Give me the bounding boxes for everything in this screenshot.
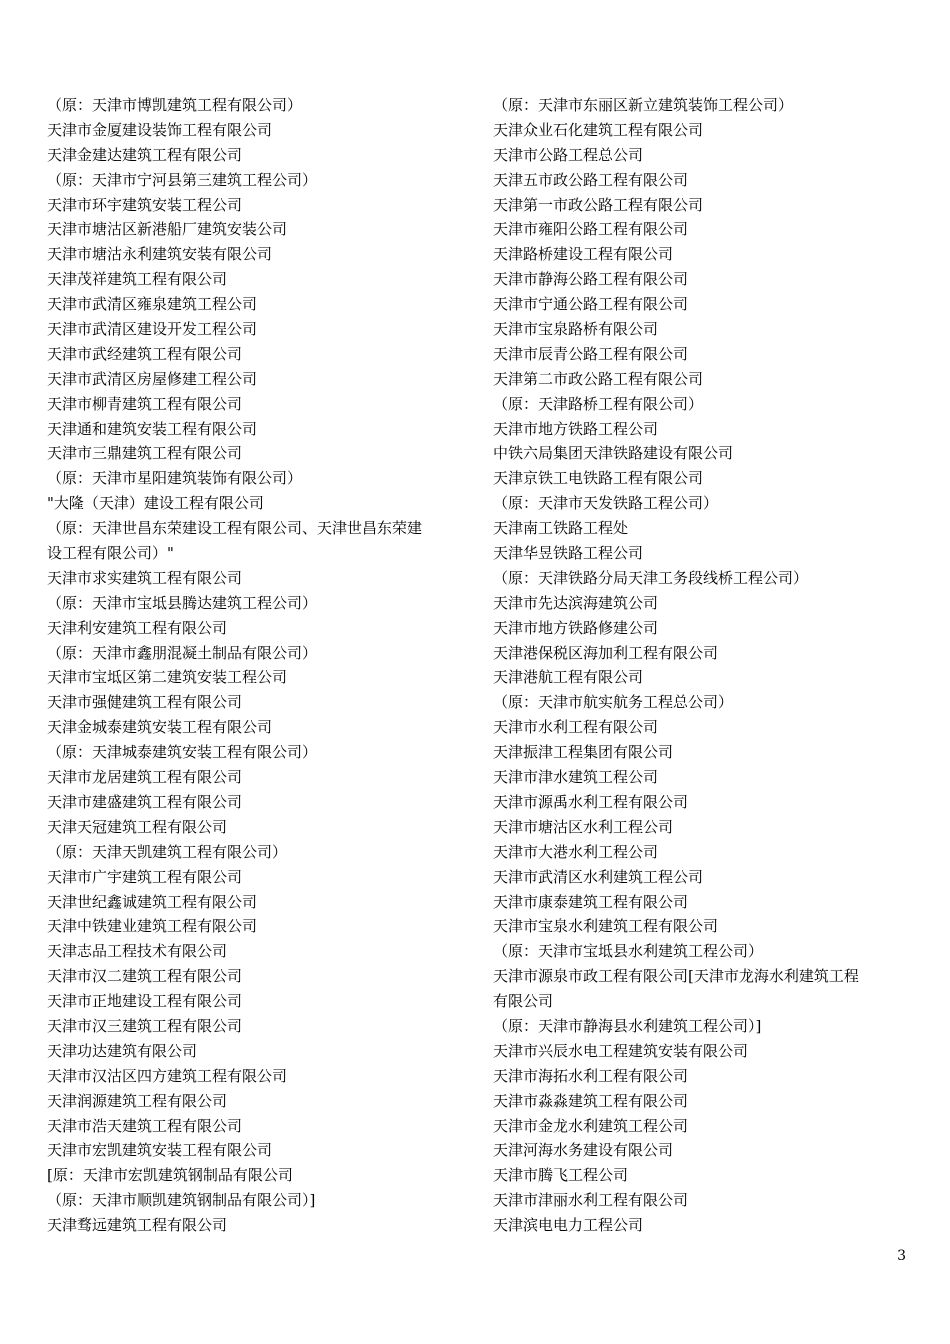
company-list-item: 天津市武清区房屋修建工程公司 <box>47 369 258 388</box>
company-list-item: （原：天津铁路分局天津工务段线桥工程公司） <box>493 568 809 587</box>
company-list-item: 天津五市政公路工程有限公司 <box>493 170 689 189</box>
company-list-item: 天津滨电电力工程公司 <box>493 1216 644 1235</box>
company-list-item: 天津市龙居建筑工程有限公司 <box>47 768 243 787</box>
company-list-item: 天津市环宇建筑安装工程公司 <box>47 195 243 214</box>
company-list-item: 天津港航工程有限公司 <box>493 668 644 687</box>
company-list-item: 天津金建达建筑工程有限公司 <box>47 145 243 164</box>
company-list-item: （原：天津市航实航务工程总公司） <box>493 693 734 712</box>
company-list-item: 天津世纪鑫诚建筑工程有限公司 <box>47 892 258 911</box>
company-list-item: 天津功达建筑有限公司 <box>47 1041 198 1060</box>
company-list-item: 天津市辰青公路工程有限公司 <box>493 344 689 363</box>
company-list-item: 天津市武清区雍泉建筑工程公司 <box>47 295 258 314</box>
company-list-item: 天津市武清区水利建筑工程公司 <box>493 867 704 886</box>
right-column-list <box>493 93 911 1238</box>
company-list-item: 天津市宏凯建筑安装工程有限公司 <box>47 1141 273 1160</box>
company-list-item: 有限公司 <box>493 992 554 1011</box>
company-list-item: 设工程有限公司）" <box>47 544 174 563</box>
company-list-item: （原：天津市东丽区新立建筑装饰工程公司） <box>493 96 794 114</box>
company-list-item: （原：天津市鑫朋混凝土制品有限公司） <box>47 643 318 662</box>
company-list-item: （原：天津市星阳建筑装饰有限公司） <box>47 469 303 488</box>
company-list-item: 天津市兴辰水电工程建筑安装有限公司 <box>493 1041 749 1060</box>
company-list-item: 天津市强健建筑工程有限公司 <box>47 693 243 712</box>
company-list-item: 天津市浩天建筑工程有限公司 <box>47 1116 243 1135</box>
company-list-item: 天津市塘沽永利建筑安装有限公司 <box>47 245 273 264</box>
company-list-item: （原：天津市顺凯建筑钢制品有限公司）] <box>47 1191 316 1210</box>
company-list-item: 天津市海拓水利工程有限公司 <box>493 1066 689 1085</box>
company-list-item: [原：天津市宏凯建筑钢制品有限公司 <box>47 1166 293 1185</box>
company-list-item: 天津市源泉市政工程有限公司[天津市龙海水利建筑工程 <box>493 967 859 986</box>
company-list-item: 天津市金龙水利建筑工程公司 <box>493 1116 689 1135</box>
company-list-item: 天津市求实建筑工程有限公司 <box>47 568 243 587</box>
company-list-item: 天津第二市政公路工程有限公司 <box>493 369 704 388</box>
company-list-item: （原：天津市静海县水利建筑工程公司）] <box>493 1016 762 1035</box>
company-list-item: 天津天冠建筑工程有限公司 <box>47 817 228 836</box>
company-list-item: 天津众业石化建筑工程有限公司 <box>493 120 704 139</box>
company-list-item: 天津市静海公路工程有限公司 <box>493 270 689 289</box>
company-list-item: 天津市源禹水利工程有限公司 <box>493 792 689 811</box>
company-list-item: 天津市水利工程有限公司 <box>493 718 659 737</box>
company-list-item: 天津茂祥建筑工程有限公司 <box>47 270 228 289</box>
company-list-item: 天津润源建筑工程有限公司 <box>47 1091 228 1110</box>
company-list-item: 天津市广宇建筑工程有限公司 <box>47 867 243 886</box>
company-list-item: 天津港保税区海加利工程有限公司 <box>493 643 719 662</box>
company-list-item: 天津市塘沽区新港船厂建筑安装公司 <box>47 220 288 239</box>
company-list-item: 天津利安建筑工程有限公司 <box>47 618 228 637</box>
company-list-item: （原：天津世昌东荣建设工程有限公司、天津世昌东荣建 <box>47 519 423 538</box>
company-list-item: （原：天津城泰建筑安装工程有限公司） <box>47 743 318 762</box>
company-list-item: 天津市宝坻区第二建筑安装工程公司 <box>47 668 288 687</box>
company-list-item: 天津市正地建设工程有限公司 <box>47 992 243 1011</box>
company-list-item: （原：天津市宁河县第三建筑工程公司） <box>47 170 318 189</box>
company-list-item: （原：天津天凯建筑工程有限公司） <box>47 842 288 861</box>
company-list-item: 天津市地方铁路修建公司 <box>493 618 659 637</box>
company-list-item: 天津市金厦建设装饰工程有限公司 <box>47 120 273 139</box>
left-column-list <box>47 93 465 1238</box>
company-list-item: 天津市汉三建筑工程有限公司 <box>47 1016 243 1035</box>
company-list-item: 天津市地方铁路工程公司 <box>493 419 659 438</box>
company-list-item: 天津南工铁路工程处 <box>493 519 629 538</box>
company-list-item: 天津市汉沽区四方建筑工程有限公司 <box>47 1066 288 1085</box>
company-list-item: 中铁六局集团天津铁路建设有限公司 <box>493 444 734 463</box>
company-list-item: 天津市宁通公路工程有限公司 <box>493 295 689 314</box>
company-list-item: 天津市雍阳公路工程有限公司 <box>493 220 689 239</box>
company-list-item: （原：天津路桥工程有限公司） <box>493 394 704 413</box>
company-list-item: 天津华昱铁路工程公司 <box>493 544 644 563</box>
company-list-item: 天津志品工程技术有限公司 <box>47 942 228 961</box>
page-number: 3 <box>897 1248 906 1264</box>
company-list-item: 天津京铁工电铁路工程有限公司 <box>493 469 704 488</box>
company-list-item: 天津骛远建筑工程有限公司 <box>47 1216 228 1235</box>
company-list-item: （原：天津市天发铁路工程公司） <box>493 494 719 513</box>
company-list-item: （原：天津市宝坻县水利建筑工程公司） <box>493 942 764 961</box>
company-list-item: 天津市宝泉水利建筑工程有限公司 <box>493 917 719 936</box>
company-list-item: 天津市先达滨海建筑公司 <box>493 593 659 612</box>
company-list-item: "大隆（天津）建设工程有限公司 <box>47 494 264 513</box>
company-list-item: 天津市武经建筑工程有限公司 <box>47 344 243 363</box>
company-list-item: 天津市公路工程总公司 <box>493 145 644 164</box>
company-list-item: （原：天津市宝坻县腾达建筑工程公司） <box>47 593 318 612</box>
company-list-item: 天津市腾飞工程公司 <box>493 1166 629 1185</box>
company-list-item: 天津河海水务建设有限公司 <box>493 1141 674 1160</box>
company-list-item: 天津市塘沽区水利工程公司 <box>493 817 674 836</box>
company-list-item: 天津路桥建设工程有限公司 <box>493 245 674 264</box>
company-list-item: 天津市大港水利工程公司 <box>493 842 659 861</box>
company-list-item: 天津市康泰建筑工程有限公司 <box>493 892 689 911</box>
company-list-item: 天津振津工程集团有限公司 <box>493 743 674 762</box>
company-list-item: 天津通和建筑安装工程有限公司 <box>47 419 258 438</box>
company-list-item: 天津中铁建业建筑工程有限公司 <box>47 917 258 936</box>
company-list-item: 天津市三鼎建筑工程有限公司 <box>47 444 243 463</box>
company-list-item: 天津金城泰建筑安装工程有限公司 <box>47 718 273 737</box>
company-list-item: 天津市汉二建筑工程有限公司 <box>47 967 243 986</box>
company-list-item: 天津市津水建筑工程公司 <box>493 768 659 787</box>
company-list-item: 天津市宝泉路桥有限公司 <box>493 320 659 339</box>
company-list-item: 天津市柳青建筑工程有限公司 <box>47 394 243 413</box>
company-list-item: 天津市津丽水利工程有限公司 <box>493 1191 689 1210</box>
company-list-item: （原：天津市博凯建筑工程有限公司） <box>47 96 303 114</box>
company-list-item: 天津第一市政公路工程有限公司 <box>493 195 704 214</box>
company-list-item: 天津市淼淼建筑工程有限公司 <box>493 1091 689 1110</box>
company-list-item: 天津市建盛建筑工程有限公司 <box>47 792 243 811</box>
company-list-item: 天津市武清区建设开发工程公司 <box>47 320 258 339</box>
